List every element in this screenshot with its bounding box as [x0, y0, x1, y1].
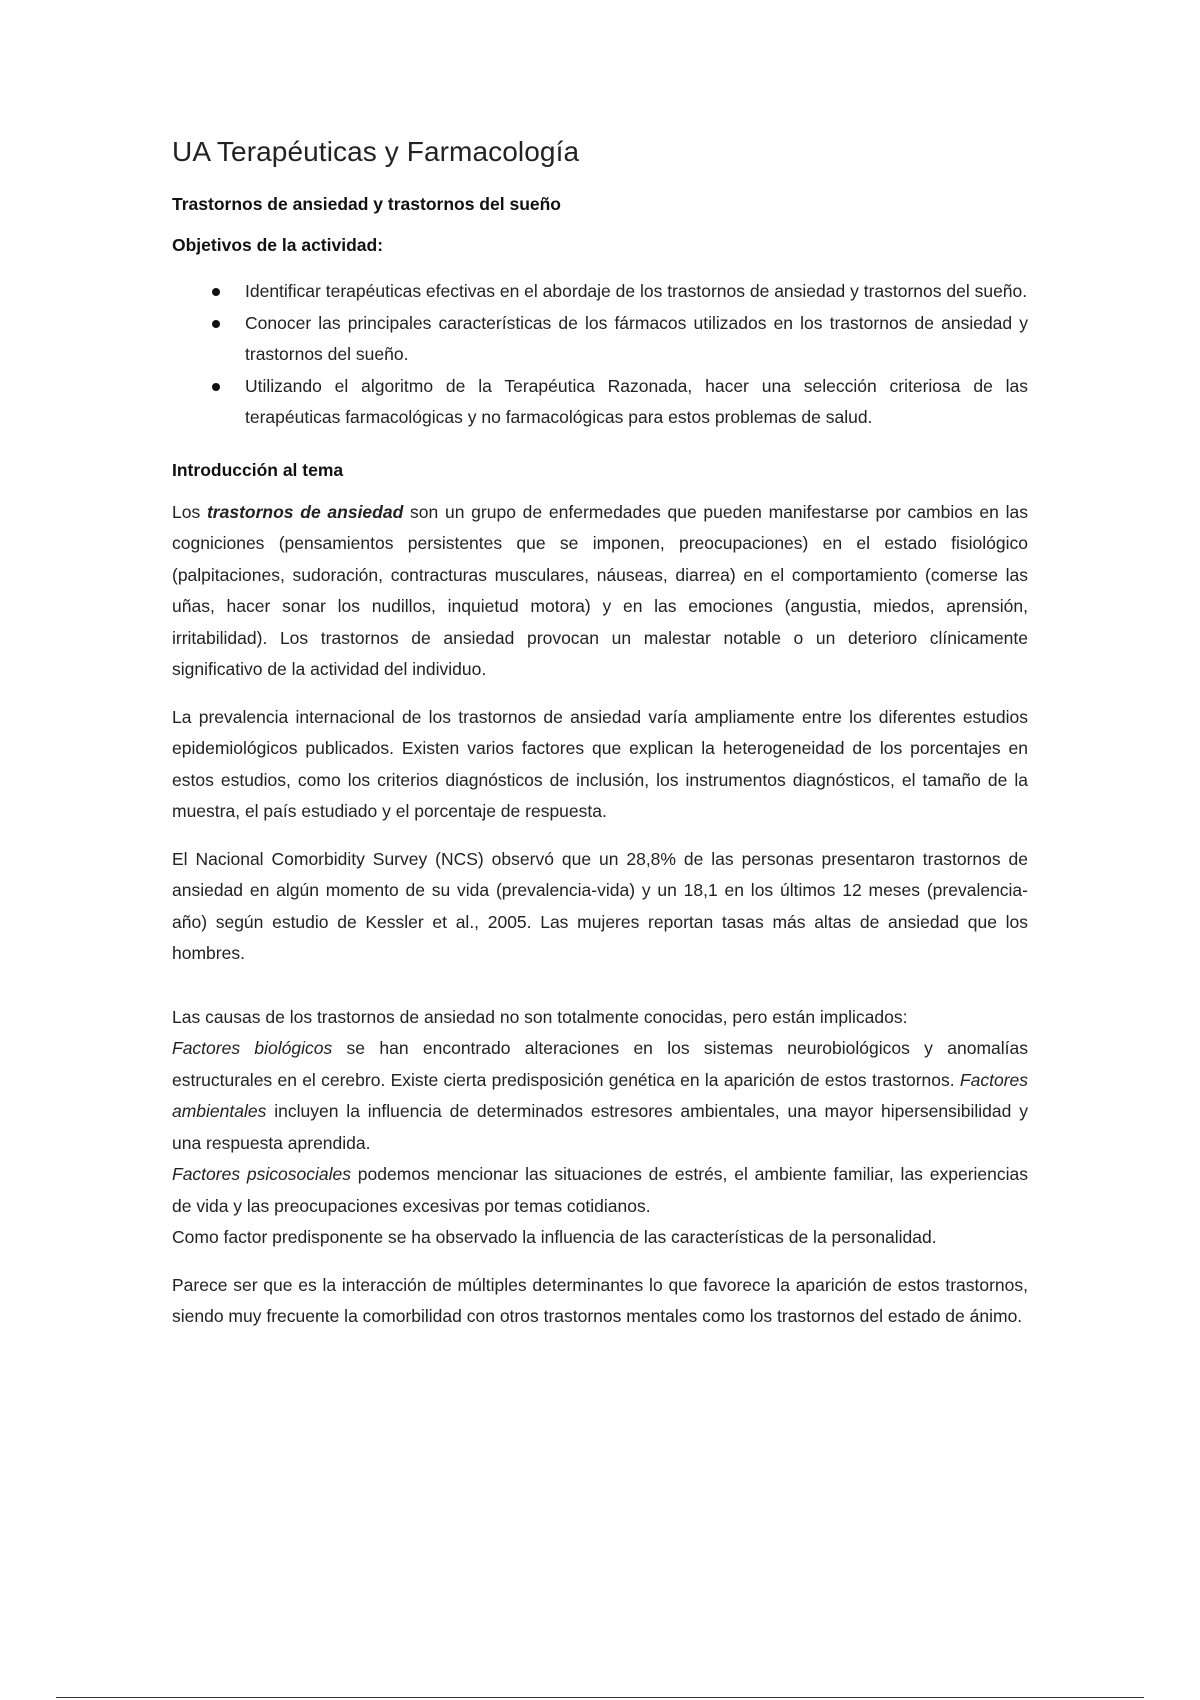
term-anxiety-disorders: trastornos de ansiedad: [206, 501, 404, 522]
document-subtitle: Trastornos de ansiedad y trastornos del sueño: [172, 194, 561, 214]
intro-heading: Introducción al tema: [172, 459, 344, 480]
document-page: [172, 136, 1028, 1349]
list-item: [172, 276, 1028, 308]
paragraph-ncs: El Nacional Comorbidity Survey (NCS) observó que un 28,8% de las personas presentaron trastornos de ansiedad en algún momento de su vida (prevalencia-vida) y un 18,1 en los últimos 12 meses (prevalencia-año) según estudio de Kessler et al., 2005. Las mujeres reportan tasas más altas de ansiedad que los hombres.: [172, 848, 1028, 963]
paragraph-interaction: Parece ser que es la interacción de múltiples determinantes lo que favorece la aparición de estos trastornos, siendo muy frecuente la comorbilidad con otros trastornos mentales como los trastornos del estado de ánimo.: [172, 1274, 1028, 1326]
bullet-icon: [212, 383, 220, 391]
objective-text: Identificar terapéuticas efectivas en el abordaje de los trastornos de ansiedad y trastornos del sueño.: [245, 281, 1028, 301]
paragraph-causes: [172, 1002, 1028, 1254]
list-item: [172, 371, 1028, 434]
paragraph-anxiety-definition: [172, 497, 1028, 686]
objective-text: Utilizando el algoritmo de la Terapéutica Razonada, hacer una selección criteriosa de las terapéuticas farmacológicas y no farmacológicas para estos problemas de salud.: [245, 375, 1028, 427]
objectives-list: [172, 276, 1028, 434]
predisposing-factor-text: Como factor predisponente se ha observado la influencia de las características de la personalidad.: [172, 1227, 937, 1247]
objectives-heading: Objetivos de la actividad:: [172, 235, 384, 255]
term-biological-factors: Factores biológicos: [172, 1038, 333, 1058]
objective-text: Conocer las principales características de los fármacos utilizados en los trastornos de ansiedad y trastornos del sueño.: [245, 312, 1028, 364]
document-title: UA Terapéuticas y Farmacología: [172, 136, 580, 167]
psychosocial-factors-text: podemos mencionar las situaciones de estrés, el ambiente familiar, las experiencias de vida y las preocupaciones excesivas por temas cotidianos.: [172, 1164, 1028, 1216]
paragraph-rest: son un grupo de enfermedades que pueden manifestarse por cambios en las cogniciones (pensamientos persistentes que se imponen, preocupaciones) en el estado fisiológico (palpitaciones, sudoración, contracturas musculares, náuseas, diarrea) en el comportamiento (comerse las uñas, hacer sonar los nudillos, inquietud motora) y en las emociones (angustia, miedos, aprensión, irritabilidad). Los trastornos de ansiedad provocan un malestar notable o un deterioro clínicamente significativo de la actividad del individuo.: [172, 501, 1029, 679]
list-item: [172, 308, 1028, 371]
causes-intro: Las causas de los trastornos de ansiedad no son totalmente conocidas, pero están implicados:: [172, 1006, 908, 1027]
environmental-factors-text: incluyen la influencia de determinados estresores ambientales, una mayor hipersensibilidad y una respuesta aprendida.: [172, 1101, 1028, 1153]
paragraph-prevalence: La prevalencia internacional de los trastornos de ansiedad varía ampliamente entre los diferentes estudios epidemiológicos publicados. Existen varios factores que explican la heterogeneidad de los porcentajes en estos estudios, como los criterios diagnósticos de inclusión, los instrumentos diagnósticos, el tamaño de la muestra, el país estudiado y el porcentaje de respuesta.: [172, 706, 1028, 821]
bullet-icon: [212, 320, 220, 328]
bullet-icon: [212, 288, 220, 296]
biological-factors-text: se han encontrado alteraciones en los sistemas neurobiológicos y anomalías estructurales en el cerebro. Existe cierta predisposición genética en la aparición de estos trastornos.: [172, 1038, 1028, 1090]
page-bottom-rule: [56, 1697, 1144, 1698]
paragraph-lead: Los: [172, 501, 207, 522]
term-environmental-factors: Factores ambientales: [172, 1069, 1028, 1121]
term-psychosocial-factors: Factores psicosociales: [172, 1164, 351, 1184]
